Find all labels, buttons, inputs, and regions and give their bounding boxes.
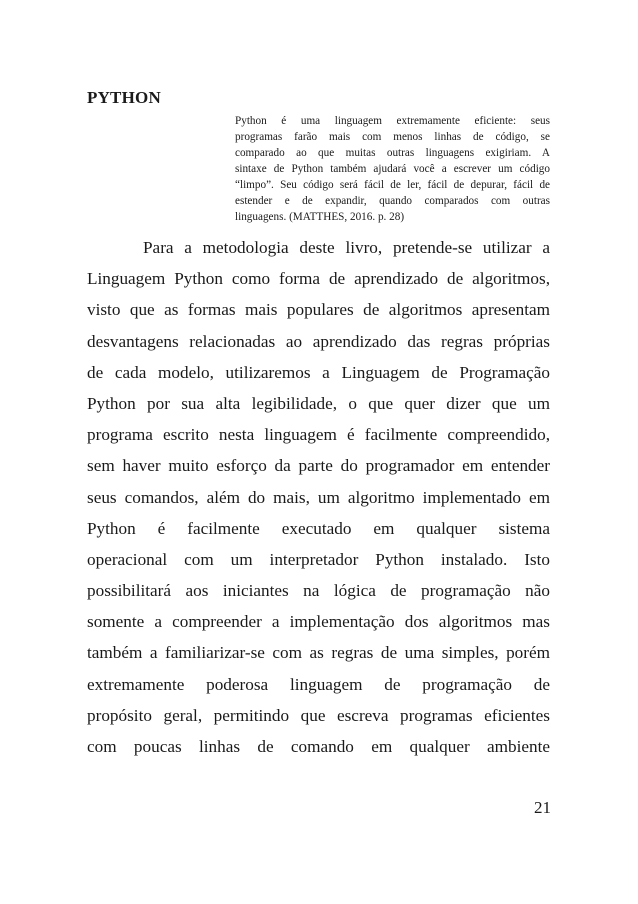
quote-line: estender e de expandir, quando comparados com outras (235, 195, 550, 207)
quote-line: comparado ao que muitas outras linguagens exigiriam. A (235, 147, 550, 159)
page-number: 21 (534, 798, 551, 817)
body-line: também a familiarizar-se com as regras de uma simples, porém (87, 643, 550, 663)
body-line: sem haver muito esforço da parte do programador em entender (87, 456, 550, 476)
body-line: propósito geral, permitindo que escreva programas eficientes (87, 705, 550, 725)
block-quote (235, 113, 550, 225)
body-line: com poucas linhas de comando em qualquer ambiente (87, 737, 550, 756)
quote-line: linguagens. (MATTHES, 2016. p. 28) (235, 211, 405, 223)
body-line: Para a metodologia deste livro, pretende-se utilizar a (143, 238, 550, 257)
body-line: operacional com um interpretador Python instalado. Isto (87, 549, 550, 569)
body-line: programa escrito nesta linguagem é facilmente compreendido, (87, 425, 550, 445)
quote-line: programas farão mais com menos linhas de código, se (235, 131, 550, 143)
body-line: Python é facilmente executado em qualquer sistema (87, 518, 550, 538)
quote-line: Python é uma linguagem extremamente eficiente: seus (235, 115, 550, 127)
body-line: Linguagem Python como forma de aprendizado de algoritmos, (87, 269, 550, 289)
body-line: seus comandos, além do mais, um algoritmo implementado em (87, 487, 550, 507)
body-line: visto que as formas mais populares de algoritmos apresentam (87, 300, 550, 320)
body-line: de cada modelo, utilizaremos a Linguagem de Programação (87, 362, 550, 382)
section-heading: PYTHON (87, 88, 161, 107)
body-line: Python por sua alta legibilidade, o que quer dizer que um (87, 393, 550, 413)
body-line: extremamente poderosa linguagem de programação de (87, 674, 550, 694)
body-line: desvantagens relacionadas ao aprendizado das regras próprias (87, 331, 550, 351)
quote-line: “limpo”. Seu código será fácil de ler, fácil de depurar, fácil de (235, 179, 550, 191)
body-line: somente a compreender a implementação dos algoritmos mas (87, 612, 550, 632)
body-line: possibilitará aos iniciantes na lógica de programação não (87, 581, 550, 601)
body-paragraph (87, 232, 550, 762)
quote-line: sintaxe de Python também ajudará você a escrever um código (235, 163, 550, 175)
